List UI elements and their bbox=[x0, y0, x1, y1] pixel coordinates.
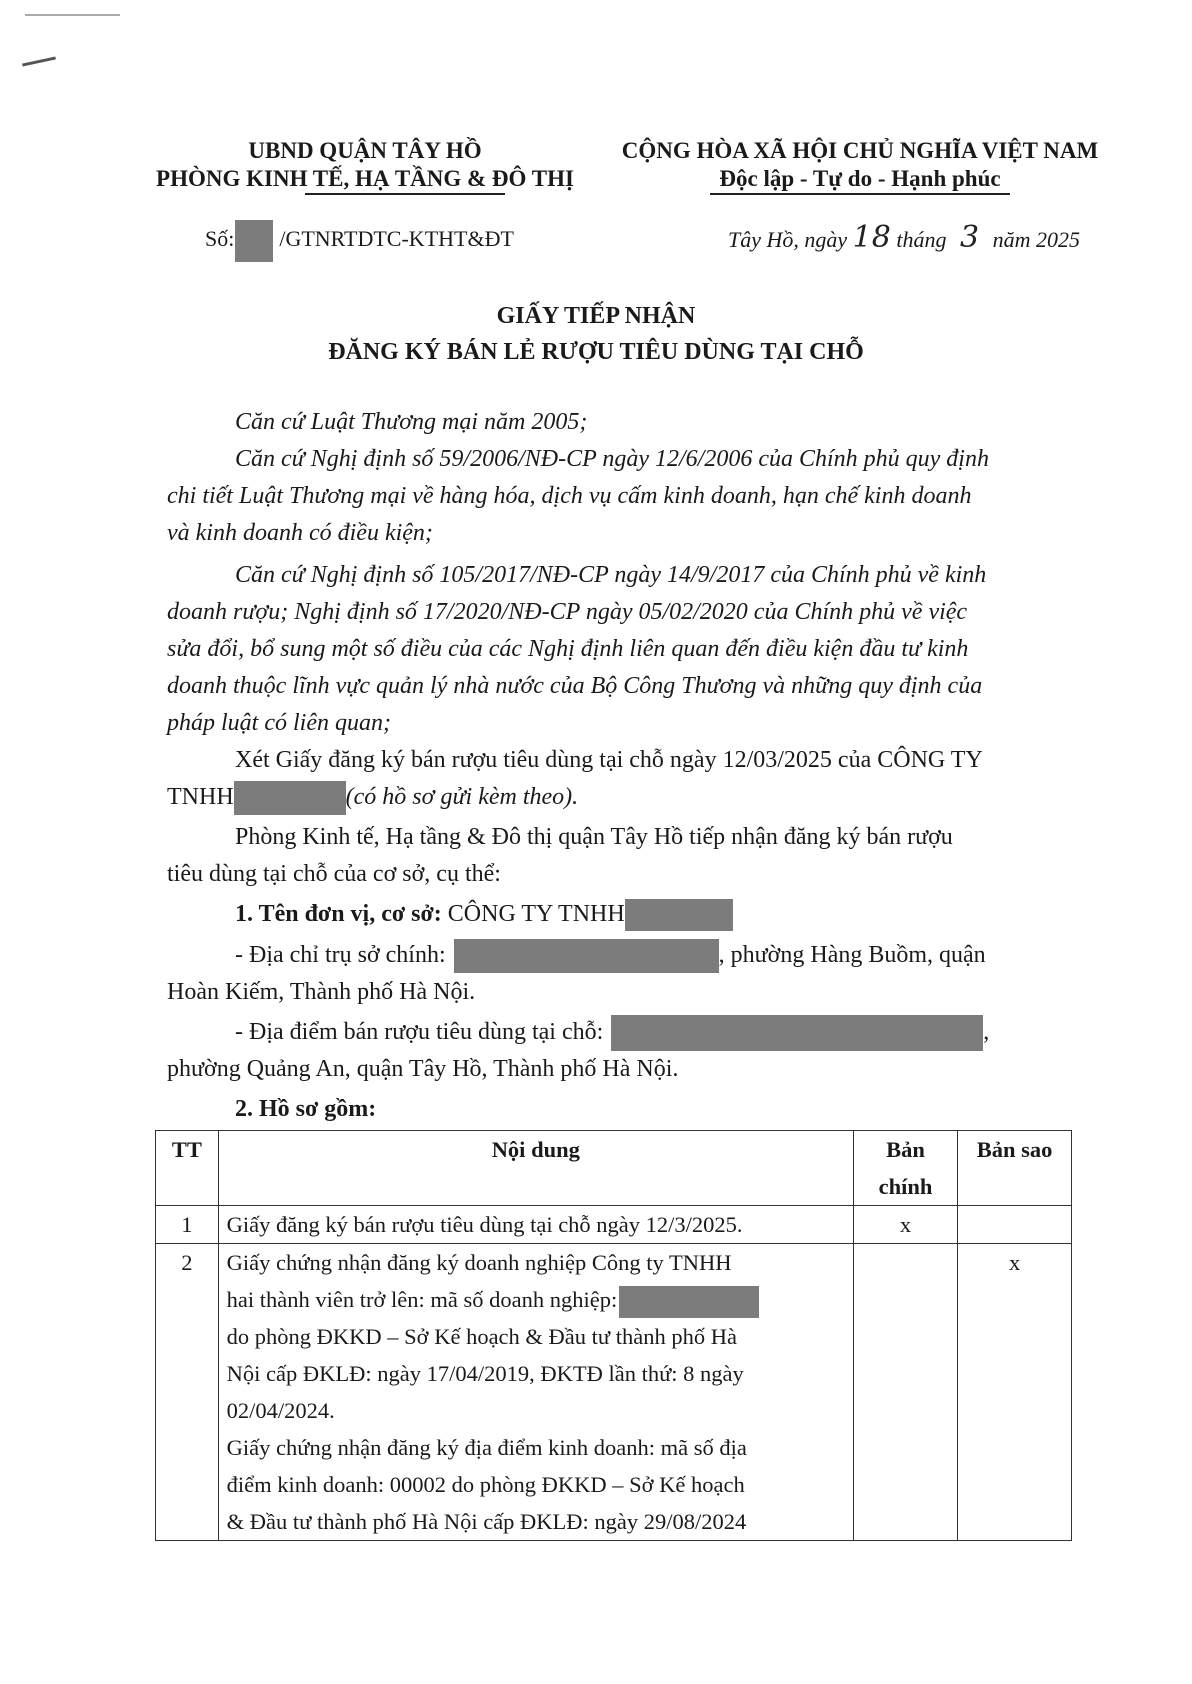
table-header-row bbox=[156, 1131, 1072, 1206]
header-original-line-2: chính bbox=[878, 1174, 933, 1199]
document-title bbox=[0, 298, 1192, 370]
basis-line: chi tiết Luật Thương mại về hàng hóa, dịch vụ cấm kinh doanh, hạn chế kinh doanh bbox=[167, 483, 972, 509]
header-original bbox=[853, 1131, 957, 1206]
date-line bbox=[728, 220, 1080, 257]
row-content-line-with-redaction bbox=[227, 1281, 845, 1318]
header-underline-right bbox=[710, 193, 1010, 195]
table-row bbox=[156, 1206, 1072, 1244]
site-label: - Địa điểm bán rượu tiêu dùng tại chỗ: bbox=[235, 1019, 604, 1045]
basis-line: sửa đổi, bổ sung một số điều của các Nghị định liên quan đến điều kiện đầu tư kinh bbox=[167, 636, 969, 662]
national-title: CỘNG HÒA XÃ HỘI CHỦ NGHĨA VIỆT NAM bbox=[621, 138, 1099, 163]
section-1-name bbox=[235, 897, 733, 932]
department-name: PHÒNG KINH TẾ, HẠ TẦNG & ĐÔ THỊ bbox=[156, 166, 574, 191]
row-content-line: Giấy chứng nhận đăng ký địa điểm kinh doanh: mã số địa bbox=[226, 1435, 747, 1460]
scan-artifact-left bbox=[22, 56, 56, 66]
consider-suffix: (có hồ sơ gửi kèm theo). bbox=[345, 784, 579, 810]
receive-line-1: Phòng Kinh tế, Hạ tầng & Đô thị quận Tây Hồ tiếp nhận đăng ký bán rượu bbox=[235, 824, 953, 850]
number-prefix: Số: bbox=[205, 226, 235, 252]
row-content-line: do phòng ĐKKD – Sở Kế hoạch & Đầu tư thành phố Hà bbox=[226, 1324, 737, 1349]
receive-line-2: tiêu dùng tại chỗ của cơ sở, cụ thể: bbox=[167, 861, 501, 887]
agency-name: UBND QUẬN TÂY HỒ bbox=[248, 138, 482, 163]
redacted-company-name bbox=[625, 899, 733, 931]
row-content bbox=[218, 1244, 853, 1541]
site-line-1 bbox=[235, 1015, 989, 1051]
date-day: 18 bbox=[852, 220, 891, 255]
number-suffix: /GTNRTDTC-KTHT&ĐT bbox=[279, 226, 514, 252]
basis-line: và kinh doanh có điều kiện; bbox=[167, 520, 433, 546]
basis-line: pháp luật có liên quan; bbox=[167, 710, 391, 736]
row-content bbox=[218, 1206, 853, 1244]
address-label: - Địa chỉ trụ sở chính: bbox=[235, 942, 446, 968]
row-original-mark bbox=[853, 1244, 957, 1541]
document-number bbox=[205, 220, 514, 262]
header-copy: Bản sao bbox=[958, 1131, 1072, 1206]
row-content-line: 02/04/2024. bbox=[226, 1398, 335, 1423]
row-content-line: Giấy đăng ký bán rượu tiêu dùng tại chỗ ngày 12/3/2025. bbox=[226, 1212, 743, 1237]
national-motto: Độc lập - Tự do - Hạnh phúc bbox=[719, 166, 1001, 191]
redacted-company-name bbox=[234, 781, 346, 815]
row-original-mark: x bbox=[853, 1206, 957, 1244]
site-line-2: phường Quảng An, quận Tây Hồ, Thành phố Hà Nội. bbox=[167, 1056, 679, 1082]
address-suffix: , phường Hàng Buồm, quận bbox=[718, 942, 986, 968]
row-copy-mark bbox=[958, 1206, 1072, 1244]
national-header bbox=[590, 137, 1130, 195]
header-underline-left bbox=[305, 193, 505, 195]
row-content-line: điểm kinh doanh: 00002 do phòng ĐKKD – Sở Kế hoạch bbox=[226, 1472, 745, 1497]
title-line-2: ĐĂNG KÝ BÁN LẺ RƯỢU TIÊU DÙNG TẠI CHỖ bbox=[328, 339, 864, 365]
basis-line: Căn cứ Luật Thương mại năm 2005; bbox=[235, 409, 588, 435]
agency-header bbox=[150, 137, 580, 195]
date-place: Tây Hồ, ngày bbox=[728, 227, 848, 252]
redacted-site-address bbox=[611, 1015, 983, 1051]
consider-line-2 bbox=[167, 780, 578, 815]
section-2-label: 2. Hồ sơ gồm: bbox=[235, 1096, 377, 1122]
redacted-address bbox=[454, 939, 719, 973]
consider-prefix: TNHH bbox=[167, 784, 234, 810]
date-month-label: tháng bbox=[896, 227, 947, 252]
row-content-line: Nội cấp ĐKLĐ: ngày 17/04/2019, ĐKTĐ lần thứ: 8 ngày bbox=[226, 1361, 744, 1386]
consider-line-1: Xét Giấy đăng ký bán rượu tiêu dùng tại chỗ ngày 12/03/2025 của CÔNG TY bbox=[235, 747, 983, 773]
date-month: 3 bbox=[959, 220, 980, 255]
redacted-number bbox=[235, 220, 273, 262]
documents-table bbox=[155, 1130, 1072, 1541]
header-content: Nội dung bbox=[218, 1131, 853, 1206]
row-content-line: & Đầu tư thành phố Hà Nội cấp ĐKLĐ: ngày 29/08/2024 bbox=[226, 1509, 747, 1534]
header-tt: TT bbox=[156, 1131, 219, 1206]
address-line-1 bbox=[235, 938, 986, 973]
row-tt: 1 bbox=[156, 1206, 219, 1244]
address-line-2: Hoàn Kiếm, Thành phố Hà Nội. bbox=[167, 979, 476, 1005]
redacted-tax-code bbox=[619, 1286, 759, 1318]
basis-line: doanh thuộc lĩnh vực quản lý nhà nước của Bộ Công Thương và những quy định của bbox=[167, 673, 983, 699]
site-suffix: , bbox=[983, 1019, 990, 1045]
basis-line: Căn cứ Nghị định số 105/2017/NĐ-CP ngày 14/9/2017 của Chính phủ về kinh bbox=[235, 562, 987, 588]
row-tt: 2 bbox=[156, 1244, 219, 1541]
row-copy-mark: x bbox=[958, 1244, 1072, 1541]
scan-artifact-top bbox=[25, 14, 120, 16]
row-content-line: hai thành viên trở lên: mã số doanh nghiệp: bbox=[226, 1287, 618, 1312]
date-year: năm 2025 bbox=[992, 227, 1080, 252]
basis-line: Căn cứ Nghị định số 59/2006/NĐ-CP ngày 12/6/2006 của Chính phủ quy định bbox=[235, 446, 989, 472]
section-1-label: 1. Tên đơn vị, cơ sở: bbox=[235, 901, 442, 927]
title-line-1: GIẤY TIẾP NHẬN bbox=[496, 303, 696, 329]
basis-line: doanh rượu; Nghị định số 17/2020/NĐ-CP ngày 05/02/2020 của Chính phủ về việc bbox=[167, 599, 968, 625]
row-content-line: Giấy chứng nhận đăng ký doanh nghiệp Công ty TNHH bbox=[226, 1250, 732, 1275]
header-original-line-1: Bản bbox=[886, 1137, 925, 1162]
table-row bbox=[156, 1244, 1072, 1541]
section-1-value: CÔNG TY TNHH bbox=[447, 901, 625, 927]
